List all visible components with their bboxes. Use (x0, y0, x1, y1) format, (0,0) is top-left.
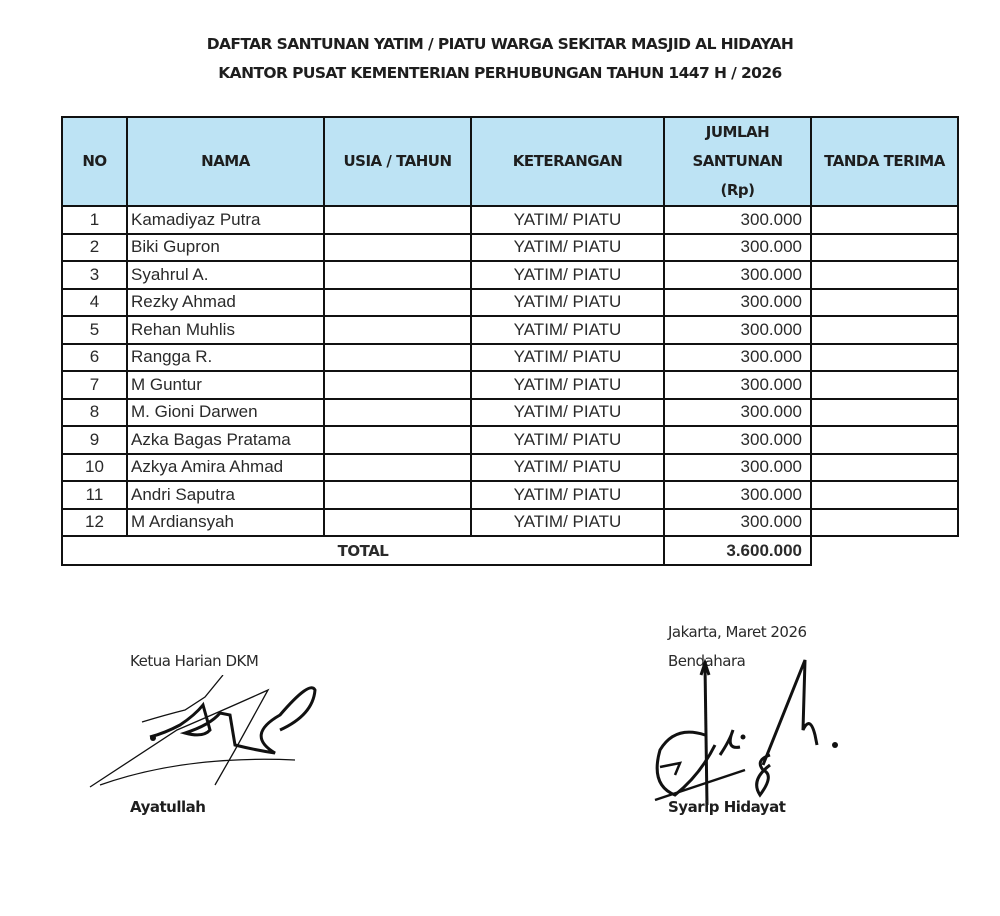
header-keterangan: KETERANGAN (471, 117, 664, 206)
cell-no: 2 (62, 234, 127, 262)
left-signature-image (85, 675, 325, 800)
cell-tanda-terima (811, 316, 958, 344)
cell-nama: Rezky Ahmad (127, 289, 324, 317)
table-row (62, 371, 958, 399)
right-signature-image (645, 655, 845, 815)
cell-usia (324, 454, 471, 482)
cell-usia (324, 206, 471, 234)
cell-usia (324, 261, 471, 289)
cell-keterangan: YATIM/ PIATU (471, 481, 664, 509)
cell-no: 3 (62, 261, 127, 289)
table-row (62, 234, 958, 262)
document-title-line2: KANTOR PUSAT KEMENTERIAN PERHUBUNGAN TAHUN 1447 H / 2026 (218, 64, 782, 82)
cell-no: 9 (62, 426, 127, 454)
right-signer-role: Bendahara (668, 652, 746, 670)
cell-keterangan: YATIM/ PIATU (471, 426, 664, 454)
cell-no: 5 (62, 316, 127, 344)
cell-nama: Biki Gupron (127, 234, 324, 262)
left-signer-name: Ayatullah (130, 798, 206, 816)
cell-keterangan: YATIM/ PIATU (471, 261, 664, 289)
cell-jumlah: 300.000 (664, 316, 811, 344)
cell-tanda-terima (811, 426, 958, 454)
header-tanda-terima: TANDA TERIMA (811, 117, 958, 206)
table-row (62, 206, 958, 234)
table-row (62, 289, 958, 317)
cell-usia (324, 316, 471, 344)
cell-tanda-terima (811, 234, 958, 262)
header-jumlah-line3: (Rp) (720, 181, 755, 199)
cell-usia (324, 399, 471, 427)
header-no: NO (62, 117, 127, 206)
cell-tanda-terima (811, 261, 958, 289)
right-signer-name: Syarip Hidayat (668, 798, 786, 816)
table-row (62, 261, 958, 289)
cell-tanda-terima (811, 371, 958, 399)
cell-tanda-terima (811, 399, 958, 427)
cell-keterangan: YATIM/ PIATU (471, 289, 664, 317)
cell-nama: Andri Saputra (127, 481, 324, 509)
cell-usia (324, 426, 471, 454)
cell-jumlah: 300.000 (664, 481, 811, 509)
cell-nama: M Guntur (127, 371, 324, 399)
cell-tanda-terima (811, 509, 958, 537)
cell-usia (324, 371, 471, 399)
cell-keterangan: YATIM/ PIATU (471, 316, 664, 344)
cell-usia (324, 481, 471, 509)
total-row (62, 536, 958, 565)
cell-no: 12 (62, 509, 127, 537)
cell-tanda-terima (811, 289, 958, 317)
total-label: TOTAL (62, 536, 664, 565)
table-row (62, 426, 958, 454)
cell-no: 7 (62, 371, 127, 399)
cell-keterangan: YATIM/ PIATU (471, 206, 664, 234)
table-row (62, 454, 958, 482)
cell-jumlah: 300.000 (664, 399, 811, 427)
cell-tanda-terima (811, 454, 958, 482)
cell-jumlah: 300.000 (664, 206, 811, 234)
cell-nama: Kamadiyaz Putra (127, 206, 324, 234)
total-value: 3.600.000 (664, 536, 811, 565)
cell-no: 10 (62, 454, 127, 482)
cell-jumlah: 300.000 (664, 454, 811, 482)
table-header-row (62, 117, 958, 206)
cell-usia (324, 509, 471, 537)
cell-no: 4 (62, 289, 127, 317)
cell-jumlah: 300.000 (664, 344, 811, 372)
cell-no: 8 (62, 399, 127, 427)
cell-keterangan: YATIM/ PIATU (471, 399, 664, 427)
cell-nama: Azkya Amira Ahmad (127, 454, 324, 482)
header-jumlah-line2: SANTUNAN (692, 152, 783, 170)
cell-keterangan: YATIM/ PIATU (471, 234, 664, 262)
cell-usia (324, 344, 471, 372)
cell-tanda-terima (811, 481, 958, 509)
table-row (62, 344, 958, 372)
cell-no: 1 (62, 206, 127, 234)
cell-nama: Rehan Muhlis (127, 316, 324, 344)
cell-no: 6 (62, 344, 127, 372)
cell-usia (324, 234, 471, 262)
header-nama: NAMA (127, 117, 324, 206)
table-row (62, 481, 958, 509)
cell-nama: Rangga R. (127, 344, 324, 372)
cell-keterangan: YATIM/ PIATU (471, 509, 664, 537)
cell-nama: M. Gioni Darwen (127, 399, 324, 427)
cell-keterangan: YATIM/ PIATU (471, 344, 664, 372)
table-row (62, 509, 958, 537)
cell-jumlah: 300.000 (664, 234, 811, 262)
table-row (62, 316, 958, 344)
cell-jumlah: 300.000 (664, 261, 811, 289)
santunan-table (61, 116, 959, 566)
header-jumlah (664, 117, 811, 206)
cell-jumlah: 300.000 (664, 426, 811, 454)
cell-usia (324, 289, 471, 317)
cell-tanda-terima (811, 344, 958, 372)
header-jumlah-line1: JUMLAH (705, 123, 770, 141)
document-title-line1: DAFTAR SANTUNAN YATIM / PIATU WARGA SEKITAR MASJID AL HIDAYAH (206, 35, 794, 53)
cell-keterangan: YATIM/ PIATU (471, 454, 664, 482)
cell-keterangan: YATIM/ PIATU (471, 371, 664, 399)
cell-jumlah: 300.000 (664, 509, 811, 537)
cell-jumlah: 300.000 (664, 289, 811, 317)
cell-no: 11 (62, 481, 127, 509)
cell-nama: Syahrul A. (127, 261, 324, 289)
cell-nama: M Ardiansyah (127, 509, 324, 537)
left-signer-role: Ketua Harian DKM (130, 652, 259, 670)
cell-tanda-terima (811, 206, 958, 234)
cell-nama: Azka Bagas Pratama (127, 426, 324, 454)
total-empty-cell (811, 536, 958, 565)
cell-jumlah: 300.000 (664, 371, 811, 399)
header-usia: USIA / TAHUN (324, 117, 471, 206)
place-date: Jakarta, Maret 2026 (668, 623, 807, 641)
table-row (62, 399, 958, 427)
